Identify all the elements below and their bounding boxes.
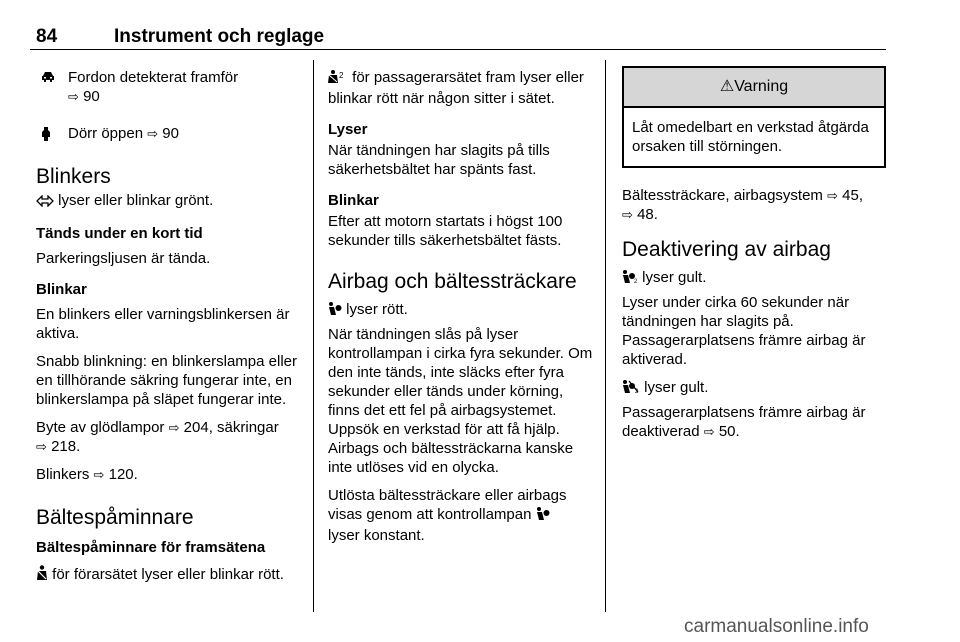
warning-title: Varning: [734, 78, 789, 95]
airbag-heading: Airbag och bältessträckare: [328, 270, 577, 293]
ref-arrow-icon: ⇨: [93, 467, 105, 482]
airbag-icon: [328, 302, 342, 321]
svg-text:2: 2: [634, 279, 638, 284]
belt-tensioner-ref-2: 48.: [637, 206, 658, 223]
airbag-check-text: När tändningen slås på lyser kontrollampan i cirka fyra sekunder. Om den inte tänds, inte släcks efter fyra sekunder eller tänds under körning, finns det ett fel på airbagsystemet. Uppsök en verkstad för att få hjälp. Airbags och bältessträckarna kanske inte utlöses vid en olycka.: [328, 326, 593, 476]
warning-box: [622, 66, 886, 168]
bulb-change-text: Byte av glödlampor: [36, 419, 165, 436]
door-open-text: Dörr öppen: [68, 125, 144, 142]
ref-arrow-icon: ⇨: [168, 420, 180, 435]
fast-blink-text: Snabb blinkning: en blinkerslampa eller en tillhörande säkring fungerar inte, en blinkerslampa på släpet fungerar inte.: [36, 353, 297, 408]
svg-text:2: 2: [339, 71, 344, 80]
page-title: Instrument och reglage: [114, 26, 325, 47]
ref-arrow-icon: ⇨: [147, 126, 159, 141]
airbag-off-crossed-icon: [622, 380, 640, 399]
ref-arrow-icon: ⇨: [622, 207, 633, 222]
vehicle-ahead-ref: 90: [83, 88, 100, 105]
ref-arrow-icon: ⇨: [36, 439, 47, 454]
passenger-seat-text: för passagerarsätet fram lyser eller blinkar rött när någon sitter i sätet.: [328, 69, 584, 107]
blinking-text: En blinkers eller varningsblinkersen är aktiva.: [36, 306, 290, 342]
airbag-icon: [536, 507, 550, 526]
seatbelt-driver-icon: [36, 565, 48, 586]
deactivated-ref: 50.: [718, 423, 740, 440]
blinkers-heading: Blinkers: [36, 165, 111, 188]
ref-arrow-icon: ⇨: [827, 188, 838, 203]
car-ahead-icon: [41, 71, 55, 83]
ref-arrow-icon: ⇨: [68, 89, 79, 104]
airbag-yellow-text-1: lyser gult.: [642, 269, 707, 286]
middle-blinking-heading: Blinkar: [328, 192, 379, 209]
blinkers-ref: 120.: [108, 466, 138, 483]
lit-heading: Lyser: [328, 121, 368, 138]
belt-tensioner-ref-text: Bältessträckare, airbagsystem: [622, 187, 823, 204]
page-number: 84: [36, 26, 58, 47]
fuses-ref: 218.: [51, 438, 81, 455]
deactivation-heading: Deaktivering av airbag: [622, 238, 831, 261]
door-open-ref: 90: [162, 125, 179, 142]
deactivated-text: Passagerarplatsens främre airbag är deaktiverad: [622, 404, 866, 440]
blinker-arrows-icon: [36, 193, 54, 212]
lit-short-text: Parkeringsljusen är tända.: [36, 250, 211, 267]
header-divider: [30, 49, 886, 50]
driver-seat-text: för förarsätet lyser eller blinkar rött.: [52, 566, 284, 583]
blinkers-ref-text: Blinkers: [36, 466, 90, 483]
left-column: [36, 68, 301, 595]
airbag-yellow-text-2: lyser gult.: [644, 379, 709, 396]
watermark-footer[interactable]: carmanualsonline.info: [684, 616, 869, 637]
belt-front-heading: Bältespåminnare för framsätena: [36, 539, 266, 556]
right-column: [622, 66, 887, 450]
warning-body: Låt omedelbart en verkstad åtgärda orsaken till störningen.: [632, 119, 869, 155]
page-header: [30, 26, 886, 50]
seatbelt-passenger-icon: [328, 70, 348, 89]
triggered-text: Utlösta bältessträckare eller airbags visas genom att kontrollampan: [328, 487, 567, 523]
door-open-item: [36, 124, 301, 143]
door-open-icon: [41, 127, 51, 141]
warning-header: [624, 68, 884, 108]
lit-text: När tändningen har slagits på tills säkerhetsbältet har spänts fast.: [328, 142, 550, 178]
blinkers-green-text: lyser eller blinkar grönt.: [58, 192, 214, 209]
blinking-heading: Blinkar: [36, 281, 87, 298]
vehicle-ahead-item: [36, 68, 301, 106]
deactivation-text: Lyser under cirka 60 sekunder när tändningen har slagits på. Passagerarplatsens främre airbag är aktiverad.: [622, 294, 866, 368]
airbag-red-text: lyser rött.: [346, 301, 408, 318]
column-divider-1: [313, 60, 314, 612]
ref-arrow-icon: ⇨: [703, 424, 715, 439]
middle-column: [328, 68, 593, 554]
airbag-off-icon: [622, 270, 638, 289]
constant-text: lyser konstant.: [328, 527, 425, 544]
belt-tensioner-ref-1: 45,: [842, 187, 864, 204]
lit-short-heading: Tänds under en kort tid: [36, 225, 203, 242]
belt-reminder-heading: Bältespåminnare: [36, 506, 194, 529]
fuses-text: , säkringar: [208, 419, 279, 436]
middle-blinking-text: Efter att motorn startats i högst 100 sekunder tills säkerhetsbältet fästs.: [328, 213, 563, 249]
svg-text:2: 2: [635, 389, 639, 394]
bulb-change-ref: 204: [183, 419, 209, 436]
warning-triangle-icon: ⚠: [719, 78, 735, 95]
column-divider-2: [605, 60, 606, 612]
vehicle-ahead-text: Fordon detekterat framför: [68, 69, 239, 86]
